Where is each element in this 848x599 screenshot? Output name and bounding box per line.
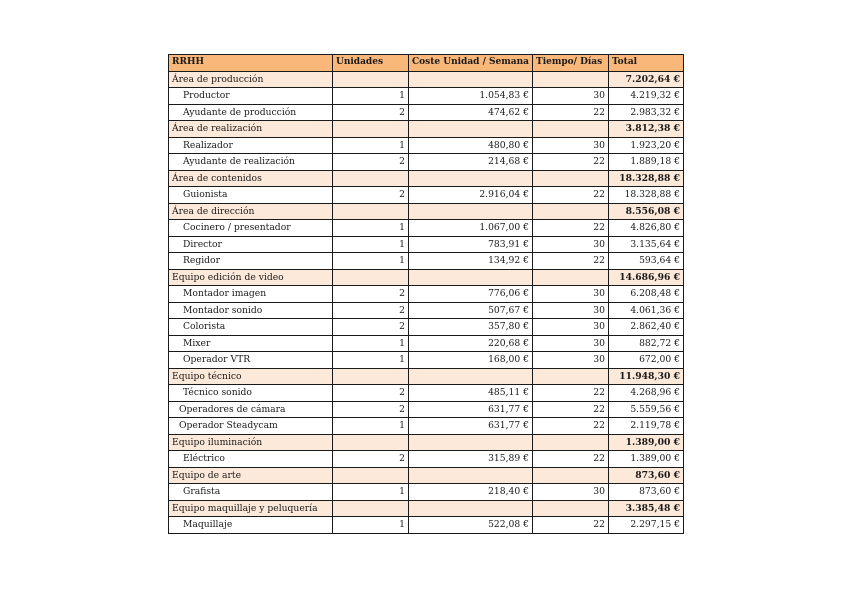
role-cell: Ayudante de realización [169, 154, 333, 171]
group-label: Equipo maquillaje y peluquería [169, 500, 333, 517]
cost-cell: 357,80 € [409, 319, 533, 336]
units-cell: 2 [333, 302, 409, 319]
group-label: Área de contenidos [169, 170, 333, 187]
role-cell: Realizador [169, 137, 333, 154]
group-label: Equipo de arte [169, 467, 333, 484]
cost-cell: 1.067,00 € [409, 220, 533, 237]
group-label: Área de realización [169, 121, 333, 138]
time-cell: 22 [533, 220, 609, 237]
total-cell: 672,00 € [609, 352, 684, 369]
role-cell: Productor [169, 88, 333, 105]
time-cell: 30 [533, 484, 609, 501]
role-cell: Operadores de cámara [169, 401, 333, 418]
total-cell: 882,72 € [609, 335, 684, 352]
role-cell: Eléctrico [169, 451, 333, 468]
role-cell: Montador sonido [169, 302, 333, 319]
cost-cell: 2.916,04 € [409, 187, 533, 204]
header-unidades: Unidades [333, 55, 409, 72]
empty-cell [333, 368, 409, 385]
units-cell: 1 [333, 352, 409, 369]
empty-cell [409, 203, 533, 220]
total-cell: 4.826,80 € [609, 220, 684, 237]
time-cell: 22 [533, 253, 609, 270]
total-cell: 4.219,32 € [609, 88, 684, 105]
empty-cell [533, 368, 609, 385]
cost-cell: 522,08 € [409, 517, 533, 534]
cost-cell: 168,00 € [409, 352, 533, 369]
total-cell: 2.119,78 € [609, 418, 684, 435]
role-cell: Técnico sonido [169, 385, 333, 402]
group-row [169, 121, 684, 138]
table-row [169, 335, 684, 352]
empty-cell [533, 434, 609, 451]
time-cell: 30 [533, 335, 609, 352]
time-cell: 22 [533, 517, 609, 534]
cost-cell: 485,11 € [409, 385, 533, 402]
role-cell: Ayudante de producción [169, 104, 333, 121]
time-cell: 22 [533, 187, 609, 204]
empty-cell [409, 71, 533, 88]
time-cell: 30 [533, 302, 609, 319]
table-row [169, 401, 684, 418]
group-total-cell: 8.556,08 € [609, 203, 684, 220]
total-cell: 1.923,20 € [609, 137, 684, 154]
cost-cell: 776,06 € [409, 286, 533, 303]
units-cell: 2 [333, 319, 409, 336]
empty-cell [533, 467, 609, 484]
time-cell: 22 [533, 418, 609, 435]
total-cell: 1.889,18 € [609, 154, 684, 171]
role-cell: Montador imagen [169, 286, 333, 303]
group-total-cell: 11.948,30 € [609, 368, 684, 385]
total-cell: 2.862,40 € [609, 319, 684, 336]
empty-cell [409, 434, 533, 451]
empty-cell [333, 467, 409, 484]
units-cell: 2 [333, 401, 409, 418]
time-cell: 30 [533, 88, 609, 105]
role-cell: Regidor [169, 253, 333, 270]
time-cell: 30 [533, 352, 609, 369]
group-label: Área de dirección [169, 203, 333, 220]
total-cell: 6.208,48 € [609, 286, 684, 303]
total-cell: 4.061,36 € [609, 302, 684, 319]
empty-cell [409, 121, 533, 138]
time-cell: 22 [533, 104, 609, 121]
role-cell: Operador Steadycam [169, 418, 333, 435]
table-row [169, 418, 684, 435]
role-cell: Guionista [169, 187, 333, 204]
total-cell: 5.559,56 € [609, 401, 684, 418]
cost-cell: 631,77 € [409, 401, 533, 418]
table-row [169, 286, 684, 303]
role-cell: Director [169, 236, 333, 253]
group-row [169, 500, 684, 517]
group-row [169, 434, 684, 451]
time-cell: 22 [533, 154, 609, 171]
role-cell: Cocinero / presentador [169, 220, 333, 237]
units-cell: 2 [333, 385, 409, 402]
table-row [169, 517, 684, 534]
empty-cell [409, 170, 533, 187]
time-cell: 30 [533, 286, 609, 303]
group-total-cell: 1.389,00 € [609, 434, 684, 451]
units-cell: 1 [333, 220, 409, 237]
group-row [169, 467, 684, 484]
total-cell: 18.328,88 € [609, 187, 684, 204]
total-cell: 4.268,96 € [609, 385, 684, 402]
group-total-cell: 3.812,38 € [609, 121, 684, 138]
cost-cell: 315,89 € [409, 451, 533, 468]
header-tiempo: Tiempo/ Días [533, 55, 609, 72]
units-cell: 1 [333, 137, 409, 154]
units-cell: 1 [333, 418, 409, 435]
empty-cell [333, 500, 409, 517]
header-rrhh: RRHH [169, 55, 333, 72]
total-cell: 3.135,64 € [609, 236, 684, 253]
table-row [169, 236, 684, 253]
cost-cell: 218,40 € [409, 484, 533, 501]
budget-table [168, 54, 684, 534]
cost-cell: 220,68 € [409, 335, 533, 352]
empty-cell [333, 71, 409, 88]
cost-cell: 1.054,83 € [409, 88, 533, 105]
units-cell: 1 [333, 335, 409, 352]
time-cell: 30 [533, 319, 609, 336]
empty-cell [409, 500, 533, 517]
role-cell: Grafista [169, 484, 333, 501]
empty-cell [333, 203, 409, 220]
units-cell: 2 [333, 154, 409, 171]
empty-cell [533, 269, 609, 286]
group-row [169, 203, 684, 220]
empty-cell [409, 368, 533, 385]
group-row [169, 71, 684, 88]
table-row [169, 104, 684, 121]
empty-cell [333, 170, 409, 187]
table-row [169, 385, 684, 402]
empty-cell [409, 467, 533, 484]
units-cell: 2 [333, 451, 409, 468]
total-cell: 593,64 € [609, 253, 684, 270]
cost-cell: 480,80 € [409, 137, 533, 154]
units-cell: 1 [333, 253, 409, 270]
table-row [169, 88, 684, 105]
table-row [169, 220, 684, 237]
header-coste: Coste Unidad / Semana [409, 55, 533, 72]
role-cell: Maquillaje [169, 517, 333, 534]
time-cell: 30 [533, 236, 609, 253]
cost-cell: 507,67 € [409, 302, 533, 319]
empty-cell [333, 434, 409, 451]
units-cell: 1 [333, 88, 409, 105]
group-label: Equipo edición de video [169, 269, 333, 286]
cost-cell: 214,68 € [409, 154, 533, 171]
role-cell: Operador VTR [169, 352, 333, 369]
empty-cell [533, 170, 609, 187]
table-row [169, 451, 684, 468]
group-total-cell: 3.385,48 € [609, 500, 684, 517]
empty-cell [533, 203, 609, 220]
total-cell: 873,60 € [609, 484, 684, 501]
cost-cell: 783,91 € [409, 236, 533, 253]
total-cell: 2.297,15 € [609, 517, 684, 534]
group-label: Equipo técnico [169, 368, 333, 385]
table-row [169, 154, 684, 171]
total-cell: 2.983,32 € [609, 104, 684, 121]
time-cell: 30 [533, 137, 609, 154]
group-label: Equipo iluminación [169, 434, 333, 451]
cost-cell: 134,92 € [409, 253, 533, 270]
empty-cell [533, 121, 609, 138]
group-row [169, 170, 684, 187]
table-row [169, 187, 684, 204]
empty-cell [533, 500, 609, 517]
header-row [169, 55, 684, 72]
group-row [169, 368, 684, 385]
cost-cell: 474,62 € [409, 104, 533, 121]
empty-cell [409, 269, 533, 286]
table-row [169, 253, 684, 270]
table-row [169, 137, 684, 154]
units-cell: 2 [333, 286, 409, 303]
header-total: Total [609, 55, 684, 72]
group-label: Área de producción [169, 71, 333, 88]
time-cell: 22 [533, 451, 609, 468]
table-row [169, 319, 684, 336]
group-total-cell: 14.686,96 € [609, 269, 684, 286]
units-cell: 1 [333, 236, 409, 253]
role-cell: Colorista [169, 319, 333, 336]
total-cell: 1.389,00 € [609, 451, 684, 468]
group-total-cell: 18.328,88 € [609, 170, 684, 187]
units-cell: 1 [333, 484, 409, 501]
units-cell: 2 [333, 104, 409, 121]
cost-cell: 631,77 € [409, 418, 533, 435]
table-row [169, 302, 684, 319]
empty-cell [333, 121, 409, 138]
group-total-cell: 7.202,64 € [609, 71, 684, 88]
empty-cell [333, 269, 409, 286]
role-cell: Mixer [169, 335, 333, 352]
group-total-cell: 873,60 € [609, 467, 684, 484]
time-cell: 22 [533, 385, 609, 402]
time-cell: 22 [533, 401, 609, 418]
empty-cell [533, 71, 609, 88]
group-row [169, 269, 684, 286]
table-row [169, 352, 684, 369]
units-cell: 1 [333, 517, 409, 534]
units-cell: 2 [333, 187, 409, 204]
table-row [169, 484, 684, 501]
